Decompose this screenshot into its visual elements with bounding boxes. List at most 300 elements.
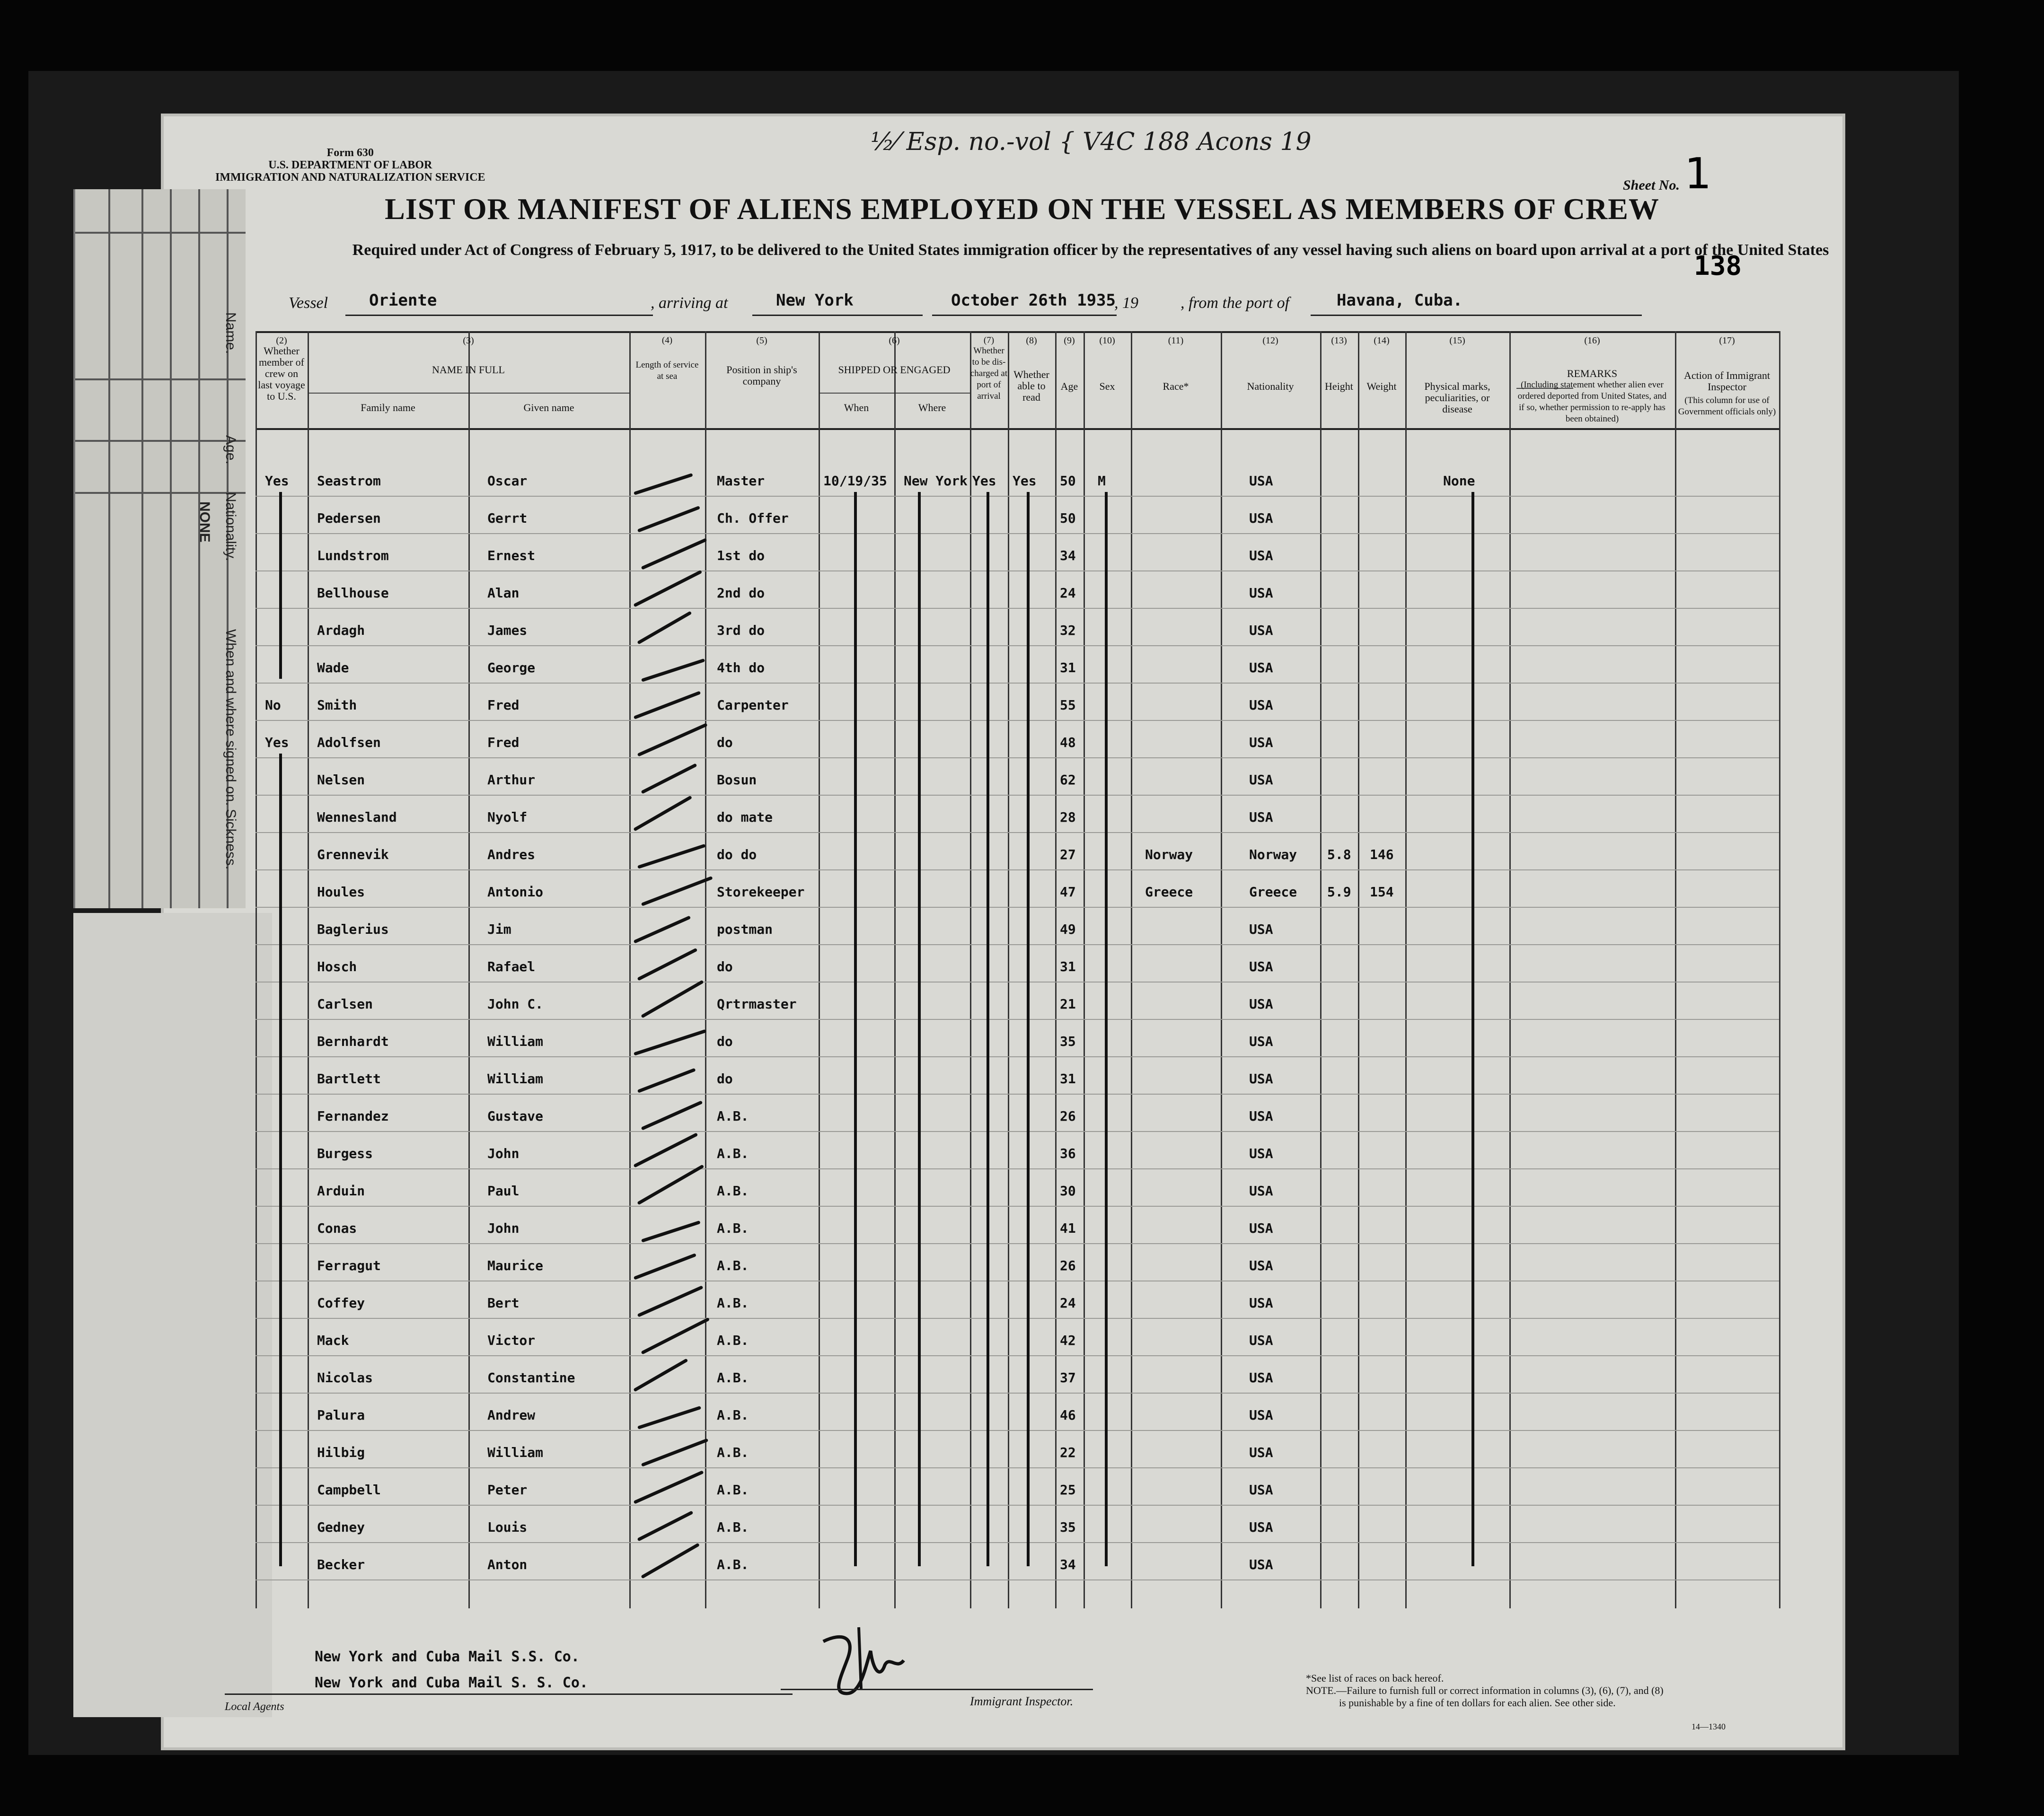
row-family-name: Nelsen [317,772,365,788]
row-nationality: USA [1249,1034,1273,1049]
service-check-mark [633,570,702,607]
col-6-header: SHIPPED OR ENGAGED [838,364,951,376]
agent-line-1: New York and Cuba Mail S.S. Co. [315,1649,580,1665]
row-family-name: Coffey [317,1295,365,1311]
row-nationality: USA [1249,510,1273,526]
row-nationality: USA [1249,1183,1273,1199]
row-age: 22 [1060,1445,1076,1460]
row-age: 50 [1060,510,1076,526]
row-divider [256,1467,1779,1468]
service-check-mark [637,506,700,533]
year-label: , 19 [1114,294,1138,312]
sheet-number: 1 [1684,149,1712,199]
service-check-mark [637,1164,704,1205]
first-row-discharged: Yes [972,473,996,489]
row-given-name: Fred [487,697,520,713]
row-nationality: USA [1249,921,1273,937]
row-given-name: Anton [487,1557,528,1572]
left-ledger-strip [73,189,246,908]
col-4-number: (4) [661,335,673,345]
row-given-name: Gerrt [487,510,528,526]
service-check-mark [634,691,701,719]
row-nationality: USA [1249,996,1273,1012]
row-position: A.B. [717,1482,749,1498]
column-divider [819,331,820,1608]
row-age: 31 [1060,660,1076,676]
service-check-mark [637,948,697,981]
sheet-label: Sheet No. [1623,177,1680,193]
first-row-where: New York [904,473,968,489]
column-divider [894,393,896,1608]
row-last-voyage: Yes [265,735,289,750]
page-subtitle: Required under Act of Congress of February 5, 1917, to be delivered to the United States immigration officer by the representatives of any vessel having such aliens on board upon arrival at a port of the United States [352,241,1829,259]
row-given-name: George [487,660,536,676]
service-check-mark [637,844,706,869]
handwritten-note: ½⁄ Esp. no.-vol { V4C 188 Acons 19 [871,128,1312,156]
note-races: *See list of races on back hereof. [1306,1672,1444,1684]
row-divider [256,1206,1779,1207]
col-5-header: Position in ship's company [726,364,797,387]
row-divider [256,1393,1779,1394]
row-position: A.B. [717,1557,749,1572]
ledger-name-label: Name. [223,312,238,354]
column-divider [1320,331,1322,1608]
row-age: 24 [1060,1295,1076,1311]
row-given-name: Arthur [487,772,536,788]
print-code: 14—1340 [1692,1722,1726,1731]
row-divider [256,1168,1779,1169]
column-divider [1675,331,1676,1608]
row-divider [256,757,1779,758]
row-position: do [717,1071,733,1087]
row-position: A.B. [717,1258,749,1273]
row-given-name: William [487,1071,544,1087]
col-11-number: (11) [1168,335,1184,346]
col-12-header: Nationality [1247,380,1294,392]
form-department: Form 630 U.S. DEPARTMENT OF LABOR IMMIGRATION AND NATURALIZATION SERVICE [215,147,485,184]
row-age: 34 [1060,1557,1076,1572]
row-family-name: Bellhouse [317,585,389,601]
row-age: 26 [1060,1108,1076,1124]
row-age: 32 [1060,623,1076,638]
row-divider [256,795,1779,796]
row-position: A.B. [717,1146,749,1161]
row-nationality: USA [1249,1071,1273,1087]
note-fine: is punishable by a fine of ten dollars for each alien. See other side. [1339,1697,1616,1709]
column-divider [1405,331,1407,1608]
col-2-number: (2) [276,335,287,346]
row-family-name: Palura [317,1407,365,1423]
row-position: A.B. [717,1108,749,1124]
service-check-mark [641,1438,709,1466]
ditto-line [854,492,857,1566]
col-10-number: (10) [1099,335,1115,346]
row-age: 50 [1060,473,1076,489]
row-given-name: Rafael [487,959,536,974]
row-position: do [717,1034,733,1049]
inspector-signature [814,1623,918,1703]
row-age: 49 [1060,921,1076,937]
column-divider [629,331,631,1608]
row-age: 28 [1060,809,1076,825]
service-check-mark [634,1253,696,1280]
row-divider [256,1505,1779,1506]
row-family-name: Adolfsen [317,735,381,750]
row-position: 4th do [717,660,765,676]
row-given-name: Constantine [487,1370,575,1386]
arrival-date: October 26th 1935 [951,291,1116,310]
row-age: 36 [1060,1146,1076,1161]
column-divider [308,331,309,1608]
row-family-name: Ferragut [317,1258,381,1273]
row-given-name: Victor [487,1333,536,1348]
row-given-name: Oscar [487,473,528,489]
row-given-name: Paul [487,1183,520,1199]
col-3b-header: Given name [523,402,574,413]
row-age: 48 [1060,735,1076,750]
row-family-name: Bartlett [317,1071,381,1087]
row-position: A.B. [717,1183,749,1199]
row-divider [256,869,1779,870]
crew-manifest-table [256,331,1779,1608]
service-check-mark [637,1406,701,1430]
row-position: Bosun [717,772,757,788]
row-divider [256,496,1779,497]
row-given-name: Jim [487,921,511,937]
row-position: Qrtrmaster [717,996,797,1012]
row-given-name: John [487,1146,520,1161]
row-last-voyage: No [265,697,281,713]
col-16-header: REMARKS [1567,368,1618,379]
service-check-mark [641,1543,700,1579]
row-race: Norway [1145,847,1193,862]
row-nationality: USA [1249,1519,1273,1535]
column-divider [1055,331,1057,1608]
row-age: 31 [1060,959,1076,974]
service-check-mark [637,611,692,644]
row-divider [256,982,1779,983]
col-7-header: Whether to be dis-charged at port of arrival [970,346,1008,401]
row-nationality: USA [1249,623,1273,638]
service-check-mark [641,876,713,906]
row-given-name: John [487,1220,520,1236]
service-check-mark [641,658,705,682]
row-nationality: Greece [1249,884,1297,900]
col-9-header: Age [1060,380,1078,392]
column-divider [1779,331,1780,1608]
row-family-name: Lundstrom [317,548,389,563]
row-divider [256,608,1779,609]
row-given-name: Peter [487,1482,528,1498]
vessel-label: Vessel [289,294,328,312]
row-position: A.B. [717,1445,749,1460]
row-given-name: Gustave [487,1108,544,1124]
row-family-name: Bernhardt [317,1034,389,1049]
ledger-signed-label: When and where signed on. [223,629,238,806]
col-8-header: Whether able to read [1013,368,1049,403]
col-17-header: Action of Immigrant Inspector [1683,369,1771,393]
col-6a-header: When [844,402,869,413]
row-divider [256,907,1779,908]
row-divider [256,1579,1779,1580]
vessel-name: Oriente [369,291,437,310]
row-nationality: USA [1249,1370,1273,1386]
col-3a-header: Family name [361,402,415,413]
row-age: 31 [1060,1071,1076,1087]
column-divider [1221,331,1222,1608]
row-family-name: Hilbig [317,1445,365,1460]
row-nationality: Norway [1249,847,1297,862]
row-divider [256,570,1779,571]
row-age: 35 [1060,1519,1076,1535]
ditto-line [987,492,989,1566]
row-family-name: Seastrom [317,473,381,489]
row-family-name: Ardagh [317,623,365,638]
column-divider [1509,331,1511,1608]
row-nationality: USA [1249,473,1273,489]
row-position: do do [717,847,757,862]
service-check-mark [641,1100,703,1130]
row-position: do [717,959,733,974]
row-position: Carpenter [717,697,789,713]
row-given-name: Bert [487,1295,520,1311]
row-given-name: John C. [487,996,544,1012]
row-age: 46 [1060,1407,1076,1423]
service-check-mark [641,538,707,570]
column-divider [705,331,706,1608]
row-nationality: USA [1249,1108,1273,1124]
from-port: Havana, Cuba. [1337,291,1463,310]
col-17-subheader: (This column for use of Government officials only) [1678,395,1776,417]
row-age: 26 [1060,1258,1076,1273]
left-ledger-lower [73,913,272,1717]
row-family-name: Nicolas [317,1370,373,1386]
row-height: 5.8 [1327,847,1351,862]
row-age: 34 [1060,548,1076,563]
col-16-number: (16) [1584,335,1600,346]
row-position: A.B. [717,1295,749,1311]
from-port-label: , from the port of [1181,294,1290,312]
ledger-nationality-label: Nationality. [223,492,238,561]
ditto-line [1471,492,1474,1566]
row-family-name: Carlsen [317,996,373,1012]
row-given-name: William [487,1034,544,1049]
row-family-name: Fernandez [317,1108,389,1124]
row-age: 42 [1060,1333,1076,1348]
col-5-number: (5) [756,335,767,346]
footer-notes [1306,1672,1664,1709]
row-family-name: Campbell [317,1482,381,1498]
row-divider [256,1355,1779,1356]
row-position: do [717,735,733,750]
row-position: A.B. [717,1220,749,1236]
col-10-header: Sex [1099,380,1115,392]
stamp-number: 138 [1694,251,1742,281]
row-divider [256,683,1779,684]
row-position: Ch. Offer [717,510,789,526]
row-age: 41 [1060,1220,1076,1236]
row-family-name: Hosch [317,959,357,974]
row-nationality: USA [1249,1146,1273,1161]
note-penalty: NOTE.—Failure to furnish full or correct information in columns (3), (6), (7), and (8) [1306,1684,1664,1696]
row-last-voyage: Yes [265,473,289,489]
inspector-label: Immigrant Inspector. [970,1694,1074,1708]
service-check-mark [634,915,691,943]
row-position: Master [717,473,765,489]
col-8-number: (8) [1026,335,1037,346]
row-nationality: USA [1249,735,1273,750]
row-position: Storekeeper [717,884,805,900]
ditto-line [279,754,282,1566]
row-family-name: Mack [317,1333,349,1348]
col-3-header: NAME IN FULL [432,364,505,376]
row-height: 5.9 [1327,884,1351,900]
row-given-name: Louis [487,1519,528,1535]
col-14-number: (14) [1374,335,1390,346]
row-divider [256,1542,1779,1543]
row-nationality: USA [1249,772,1273,788]
row-divider [256,533,1779,534]
row-nationality: USA [1249,1445,1273,1460]
row-nationality: USA [1249,1557,1273,1572]
service-check-mark [637,1068,696,1093]
column-divider [970,331,971,1608]
service-check-mark [641,1317,710,1355]
row-given-name: Ernest [487,548,536,563]
row-divider [256,1056,1779,1057]
arriving-label: , arriving at [651,294,728,312]
row-position: postman [717,921,773,937]
row-family-name: Wennesland [317,809,397,825]
row-given-name: James [487,623,528,638]
row-age: 55 [1060,697,1076,713]
row-age: 62 [1060,772,1076,788]
row-race: Greece [1145,884,1193,900]
service-check-mark [637,1510,693,1541]
col-16-subheader: (Including statement whether alien ever ordered deported from United States, and if so, whether permission to re-apply has been obtained) [1517,380,1667,424]
row-age: 37 [1060,1370,1076,1386]
ditto-line [918,492,921,1566]
col-13-number: (13) [1331,335,1347,346]
row-family-name: Becker [317,1557,365,1572]
column-divider [1358,331,1359,1608]
col-11-header: Race* [1163,380,1189,392]
row-family-name: Burgess [317,1146,373,1161]
row-nationality: USA [1249,1482,1273,1498]
row-nationality: USA [1249,959,1273,974]
row-given-name: Nyolf [487,809,528,825]
service-check-mark [633,1358,688,1392]
arrival-port: New York [776,291,854,310]
row-family-name: Conas [317,1220,357,1236]
first-row-read: Yes [1013,473,1037,489]
row-divider [256,944,1779,945]
service-check-mark [641,1220,701,1243]
column-divider [1084,331,1085,1608]
service-check-mark [634,473,693,495]
row-nationality: USA [1249,660,1273,676]
ditto-line [1105,492,1108,1566]
col-14-header: Weight [1366,380,1397,392]
ditto-line [1027,492,1030,1566]
row-given-name: Andres [487,847,536,862]
service-check-mark [637,1285,704,1317]
service-check-mark [633,795,692,831]
column-divider [256,331,257,1608]
row-given-name: Andrew [487,1407,536,1423]
row-divider [256,1243,1779,1244]
row-position: A.B. [717,1407,749,1423]
row-family-name: Houles [317,884,365,900]
col-2-header: Whether member of crew on last voyage to U.S. [258,345,305,402]
row-divider [256,1019,1779,1020]
col-15-header: Physical marks, peculiarities, or disease [1424,380,1490,415]
row-age: 21 [1060,996,1076,1012]
first-row-sex: M [1098,473,1106,489]
column-divider [1008,331,1009,1608]
col-13-header: Height [1325,380,1353,392]
row-family-name: Gedney [317,1519,365,1535]
row-position: 2nd do [717,585,765,601]
col-4-header: Length of service at sea [635,360,699,381]
row-weight: 146 [1370,847,1394,862]
first-row-marks: None [1443,473,1475,489]
column-divider [468,393,470,1608]
row-nationality: USA [1249,1220,1273,1236]
row-position: 3rd do [717,623,765,638]
row-age: 30 [1060,1183,1076,1199]
row-divider [256,720,1779,721]
row-divider [256,1131,1779,1132]
row-age: 27 [1060,847,1076,862]
row-age: 25 [1060,1482,1076,1498]
column-divider [1131,331,1132,1608]
row-given-name: Antonio [487,884,544,900]
row-family-name: Pedersen [317,510,381,526]
row-position: A.B. [717,1519,749,1535]
page-title: LIST OR MANIFEST OF ALIENS EMPLOYED ON THE VESSEL AS MEMBERS OF CREW [385,192,1659,226]
service-check-mark [641,763,697,794]
row-nationality: USA [1249,1295,1273,1311]
row-weight: 154 [1370,884,1394,900]
service-check-mark [634,1029,706,1056]
row-divider [256,1430,1779,1431]
row-given-name: Fred [487,735,520,750]
row-nationality: USA [1249,697,1273,713]
row-divider [256,1318,1779,1319]
row-nationality: USA [1249,585,1273,601]
row-given-name: Maurice [487,1258,544,1273]
row-family-name: Arduin [317,1183,365,1199]
row-age: 47 [1060,884,1076,900]
col-6b-header: Where [918,402,946,413]
col-12-number: (12) [1262,335,1278,346]
row-nationality: USA [1249,1407,1273,1423]
row-family-name: Smith [317,697,357,713]
row-nationality: USA [1249,1333,1273,1348]
col-9-number: (9) [1064,335,1075,346]
row-family-name: Baglerius [317,921,389,937]
col-6-number: (6) [889,335,900,346]
row-position: A.B. [717,1370,749,1386]
row-divider [256,645,1779,646]
col-3-number: (3) [463,335,474,346]
col-7-number: (7) [983,335,995,345]
ditto-line [279,492,282,679]
service-check-mark [641,980,704,1018]
row-divider [256,832,1779,833]
row-family-name: Wade [317,660,349,676]
